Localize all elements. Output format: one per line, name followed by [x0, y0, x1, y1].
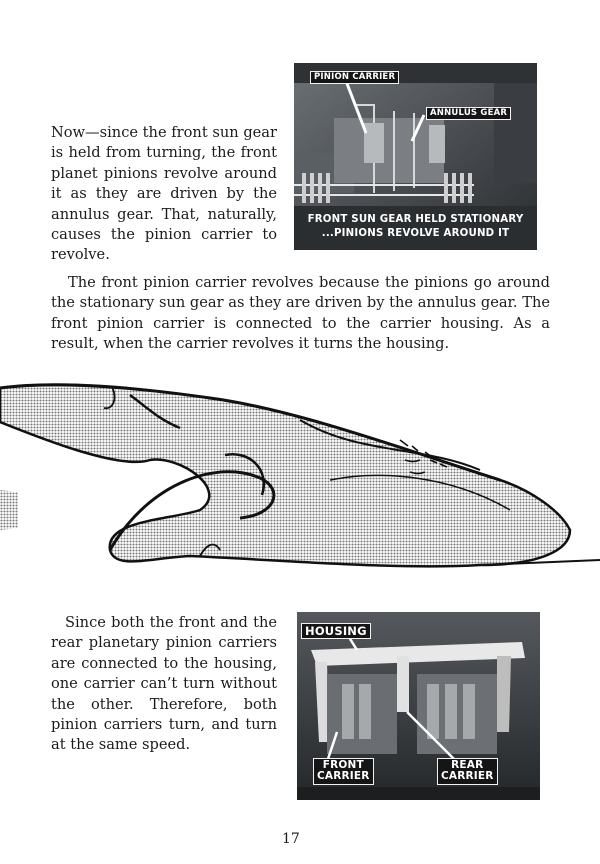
label-rear-line-1: REAR	[451, 759, 484, 771]
page-number: 17	[282, 831, 300, 847]
pointing-hand-illustration	[0, 360, 600, 600]
caption-line-1: FRONT SUN GEAR HELD STATIONARY	[307, 214, 524, 225]
paragraph-both-carriers: Since both the front and the rear planetary pinion carriers are connected to the housing, one carrier can’t turn without the other. Therefore, both pinion carriers turn, and turn at the same speed.	[51, 614, 277, 754]
paragraph-carrier-revolves: The front pinion carrier revolves because the pinions go around the stationary sun gear as they are driven by the annulus gear. The front pinion carrier is connected to the carrier housing. As a result, when the carrier revolves it turns the housing.	[51, 274, 550, 353]
label-front-line-1: FRONT	[322, 759, 364, 771]
label-front-carrier	[313, 758, 374, 785]
label-housing: HOUSING	[301, 623, 371, 639]
label-front-line-2: CARRIER	[317, 770, 370, 783]
caption-line-2: ...PINIONS REVOLVE AROUND IT	[321, 228, 510, 239]
photo-caption	[294, 206, 537, 250]
label-annulus-gear: ANNULUS GEAR	[426, 107, 511, 120]
label-rear-line-2: CARRIER	[441, 770, 494, 783]
label-rear-carrier	[437, 758, 498, 785]
photo-carrier-housing	[297, 612, 540, 800]
paragraph-sun-gear-held: Now—since the front sun gear is held from turning, the front planet pinions revolve around it as they are driven by the annulus gear. That, naturally, causes the pinion carrier to revolve.	[51, 124, 277, 264]
label-pinion-carrier: PINION CARRIER	[310, 71, 399, 84]
photo-front-planetary-gear	[294, 63, 537, 250]
